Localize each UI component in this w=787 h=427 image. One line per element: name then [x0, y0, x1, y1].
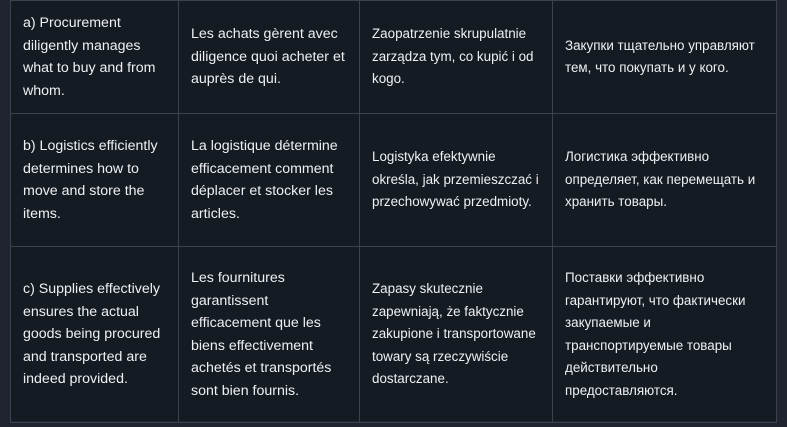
cell-russian: [553, 1, 777, 114]
table-row: [11, 247, 777, 423]
translation-table-container: [10, 0, 776, 421]
cell-text: La logistique détermine efficacement comment déplacer et stocker les articles.: [191, 138, 338, 222]
cell-polish: [360, 114, 553, 247]
cell-text: Логистика эффективно определяет, как перемещать и хранить товары.: [565, 149, 756, 210]
cell-text: c) Supplies effectively ensures the actual goods being procured and transported are indeed provided.: [23, 281, 161, 388]
cell-french: [179, 114, 360, 247]
cell-text: Zapasy skutecznie zapewniają, że faktycznie zakupione i transportowane towary są rzeczywiście dostarczane.: [372, 281, 536, 387]
table-row: [11, 114, 777, 247]
cell-text: Les achats gèrent avec diligence quoi acheter et auprès de qui.: [191, 26, 345, 88]
cell-text: Les fournitures garantissent efficacement que les biens effectivement achetés et transportés sont bien fournis.: [191, 270, 332, 399]
cell-russian: [553, 114, 777, 247]
cell-text: a) Procurement diligently manages what to buy and from whom.: [23, 15, 156, 99]
cell-english: [11, 114, 179, 247]
cell-text: Поставки эффективно гарантируют, что фактически закупаемые и транспортируемые товары действительно предоставляются.: [565, 270, 746, 398]
cell-french: [179, 247, 360, 423]
cell-russian: [553, 247, 777, 423]
cell-polish: [360, 247, 553, 423]
cell-text: Zaopatrzenie skrupulatnie zarządza tym, co kupić i od kogo.: [372, 26, 534, 87]
cell-text: Logistyka efektywnie określa, jak przemieszczać i przechowywać przedmioty.: [372, 149, 539, 210]
table-row: [11, 1, 777, 114]
cell-english: [11, 1, 179, 114]
translation-table: [10, 0, 777, 423]
cell-french: [179, 1, 360, 114]
cell-text: b) Logistics efficiently determines how to move and store the items.: [23, 138, 158, 222]
cell-text: Закупки тщательно управляют тем, что покупать и у кого.: [565, 37, 755, 75]
cell-polish: [360, 1, 553, 114]
cell-english: [11, 247, 179, 423]
